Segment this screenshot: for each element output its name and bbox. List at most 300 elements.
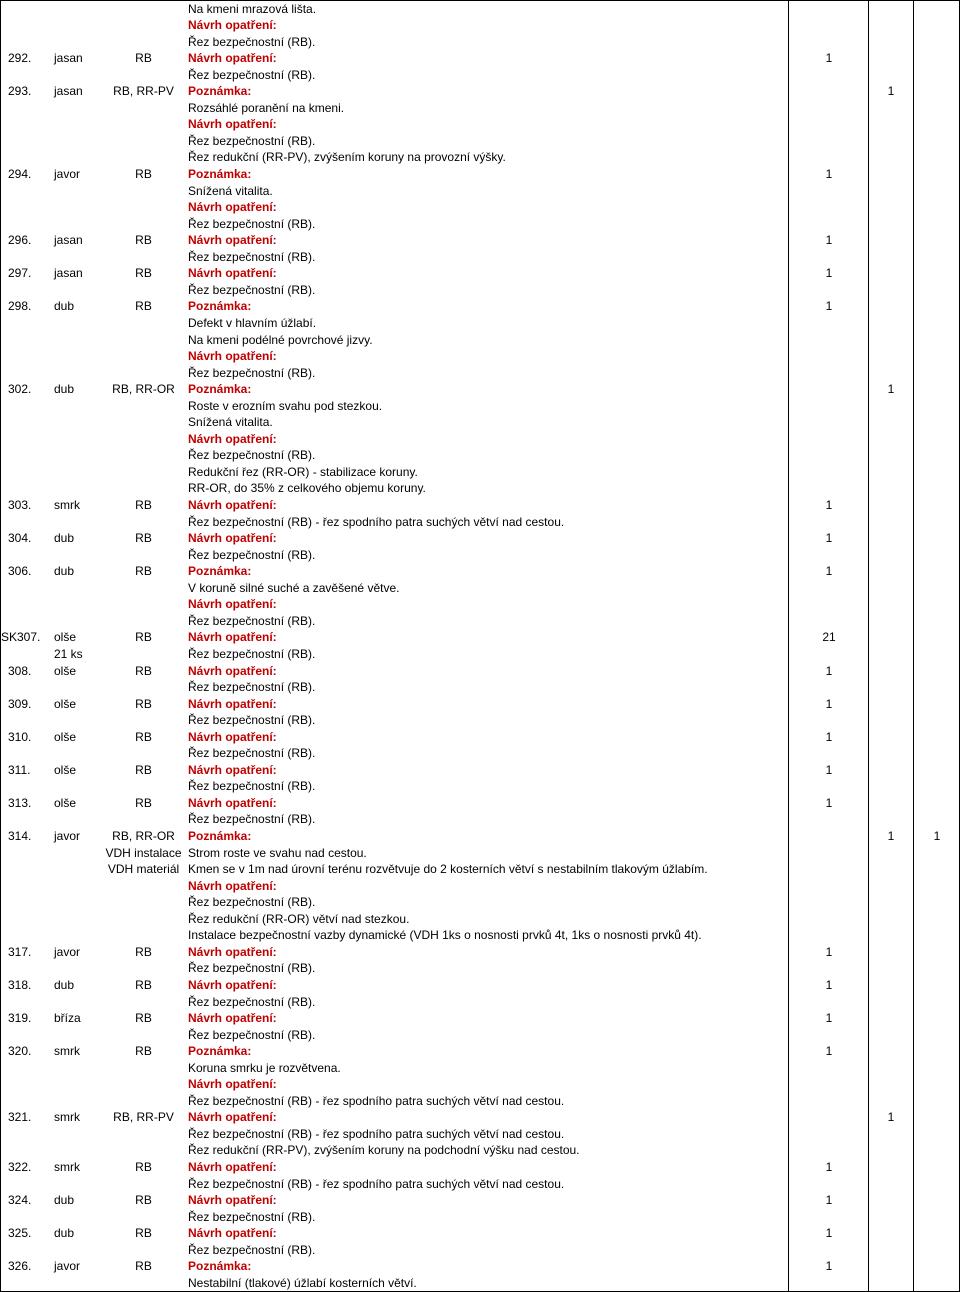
table-row xyxy=(0,960,960,977)
quantity-cell-2 xyxy=(869,778,913,795)
quantity-cell-1 xyxy=(790,348,868,365)
tree-id-cell xyxy=(8,712,44,729)
quantity-cell-1: 1 xyxy=(825,233,833,248)
species-cell xyxy=(54,1093,104,1110)
description-cell: Návrh opatření: xyxy=(188,696,277,711)
table-row xyxy=(0,563,960,580)
quantity-cell-2 xyxy=(869,149,913,166)
table-row xyxy=(0,1076,960,1093)
description-cell: Návrh opatření: xyxy=(188,878,277,893)
quantity-cell-2 xyxy=(869,1,913,18)
species-cell xyxy=(54,613,104,630)
species-cell xyxy=(54,927,104,944)
treatment-type-cell xyxy=(105,414,182,431)
quantity-cell-3 xyxy=(914,1275,960,1292)
species-cell xyxy=(54,861,104,878)
quantity-cell-1 xyxy=(790,199,868,216)
quantity-cell-2 xyxy=(869,348,913,365)
species-cell xyxy=(54,580,104,597)
table-row xyxy=(0,133,960,150)
description-cell: Návrh opatření: xyxy=(188,729,277,744)
tree-id-cell xyxy=(8,348,44,365)
treatment-type-cell xyxy=(105,34,182,51)
quantity-cell-3 xyxy=(914,232,960,249)
description-cell: Řez bezpečnostní (RB). xyxy=(188,994,316,1009)
species-cell: olše xyxy=(54,729,77,744)
quantity-cell-2 xyxy=(869,663,913,680)
table-row xyxy=(0,1109,960,1126)
description-cell: Návrh opatření: xyxy=(188,977,277,992)
description-cell: Řez bezpečnostní (RB) - řez spodního patra suchých větví nad cestou. xyxy=(188,1176,565,1191)
description-cell: Řez bezpečnostní (RB). xyxy=(188,1209,316,1224)
treatment-type-cell xyxy=(105,580,182,597)
tree-id-cell xyxy=(8,17,44,34)
table-row xyxy=(0,1093,960,1110)
table-row xyxy=(0,216,960,233)
quantity-cell-2 xyxy=(869,1060,913,1077)
quantity-cell-1 xyxy=(790,1209,868,1226)
quantity-cell-2 xyxy=(869,133,913,150)
quantity-cell-1 xyxy=(790,811,868,828)
treatment-type-cell xyxy=(105,332,182,349)
species-cell xyxy=(54,116,104,133)
tree-id-cell: 313. xyxy=(8,795,32,810)
species-cell xyxy=(54,596,104,613)
description-cell: Řez bezpečnostní (RB). xyxy=(188,646,316,661)
quantity-cell-2 xyxy=(869,17,913,34)
quantity-cell-3 xyxy=(914,878,960,895)
table-row xyxy=(0,679,960,696)
tree-id-cell: 324. xyxy=(8,1193,32,1208)
description-cell: Poznámka: xyxy=(188,829,252,843)
quantity-cell-2 xyxy=(869,1242,913,1259)
quantity-cell-3 xyxy=(914,696,960,713)
quantity-cell-1 xyxy=(790,133,868,150)
species-cell: dub xyxy=(54,531,75,546)
description-cell: Řez redukční (RR-PV), zvýšením koruny na provozní výšky. xyxy=(188,150,506,165)
species-cell xyxy=(54,365,104,382)
treatment-type-cell xyxy=(105,960,182,977)
species-cell: olše xyxy=(54,663,77,678)
treatment-type-cell xyxy=(105,67,182,84)
quantity-cell-3 xyxy=(914,712,960,729)
quantity-cell-2 xyxy=(869,447,913,464)
quantity-cell-1: 1 xyxy=(825,167,833,181)
quantity-cell-3 xyxy=(914,679,960,696)
species-cell xyxy=(54,183,104,200)
table-row xyxy=(0,514,960,531)
species-cell xyxy=(54,480,104,497)
table-row xyxy=(0,249,960,266)
quantity-cell-3 xyxy=(914,795,960,812)
tree-id-cell: 309. xyxy=(8,696,32,711)
quantity-cell-1: 1 xyxy=(825,696,833,711)
quantity-cell-1 xyxy=(790,514,868,531)
table-row xyxy=(0,365,960,382)
quantity-cell-2 xyxy=(869,712,913,729)
quantity-cell-2 xyxy=(869,596,913,613)
tree-id-cell xyxy=(8,911,44,928)
quantity-cell-1 xyxy=(790,994,868,1011)
table-row xyxy=(0,1043,960,1060)
quantity-cell-2 xyxy=(869,845,913,862)
species-cell xyxy=(54,1126,104,1143)
description-cell: Řez bezpečnostní (RB). xyxy=(188,779,316,794)
quantity-cell-3 xyxy=(914,811,960,828)
treatment-type-cell xyxy=(105,1176,182,1193)
description-cell: Řez bezpečnostní (RB). xyxy=(188,1027,316,1042)
tree-id-cell xyxy=(8,745,44,762)
tree-id-cell xyxy=(8,960,44,977)
quantity-cell-2 xyxy=(869,398,913,415)
quantity-cell-2 xyxy=(869,861,913,878)
table-row xyxy=(0,646,960,663)
table-row xyxy=(0,100,960,117)
quantity-cell-3 xyxy=(914,381,960,398)
description-cell: Řez bezpečnostní (RB). xyxy=(188,680,316,695)
species-cell xyxy=(54,199,104,216)
tree-id-cell xyxy=(8,414,44,431)
quantity-cell-3 xyxy=(914,1209,960,1226)
quantity-cell-2 xyxy=(869,1093,913,1110)
table-row xyxy=(0,1159,960,1176)
treatment-type-cell xyxy=(105,431,182,448)
species-cell xyxy=(54,778,104,795)
tree-id-cell xyxy=(8,1209,44,1226)
table-row xyxy=(0,580,960,597)
tree-id-cell xyxy=(8,133,44,150)
tree-id-cell: 314. xyxy=(8,829,32,843)
treatment-type-cell: RB xyxy=(135,630,152,645)
quantity-cell-2 xyxy=(869,1027,913,1044)
quantity-cell-2 xyxy=(869,183,913,200)
treatment-type-cell xyxy=(105,1209,182,1226)
description-cell: V koruně silné suché a zavěšené větve. xyxy=(188,580,400,595)
table-row xyxy=(0,762,960,779)
treatment-type-cell xyxy=(105,745,182,762)
tree-id-cell xyxy=(8,149,44,166)
quantity-cell-3 xyxy=(914,927,960,944)
treatment-type-cell xyxy=(105,249,182,266)
quantity-cell-2: 1 xyxy=(887,829,895,843)
treatment-type-cell: RB xyxy=(135,795,152,810)
quantity-cell-2: 1 xyxy=(887,1110,895,1125)
tree-id-cell xyxy=(8,679,44,696)
table-row xyxy=(0,944,960,961)
quantity-cell-3 xyxy=(914,116,960,133)
quantity-cell-1 xyxy=(790,183,868,200)
treatment-type-cell xyxy=(105,994,182,1011)
treatment-type-cell xyxy=(105,183,182,200)
tree-id-cell: 319. xyxy=(8,1011,32,1026)
description-cell: Poznámka: xyxy=(188,84,252,99)
quantity-cell-3 xyxy=(914,265,960,282)
quantity-cell-1 xyxy=(790,1109,868,1126)
description-cell: Návrh opatření: xyxy=(188,200,277,215)
quantity-cell-3 xyxy=(914,315,960,332)
tree-id-cell: 294. xyxy=(8,167,32,181)
treatment-type-cell: VDH materiál xyxy=(107,862,180,877)
description-cell: Návrh opatření: xyxy=(188,349,277,364)
treatment-type-cell: RB xyxy=(135,729,152,744)
treatment-type-cell xyxy=(105,133,182,150)
quantity-cell-3 xyxy=(914,249,960,266)
species-cell xyxy=(54,100,104,117)
table-row xyxy=(0,298,960,315)
table-row xyxy=(0,34,960,51)
treatment-type-cell xyxy=(105,447,182,464)
treatment-type-cell xyxy=(105,811,182,828)
tree-id-cell xyxy=(8,1093,44,1110)
treatment-type-cell xyxy=(105,1,182,18)
quantity-cell-2 xyxy=(869,1225,913,1242)
table-row xyxy=(0,613,960,630)
quantity-cell-3 xyxy=(914,1027,960,1044)
tree-id-cell xyxy=(8,580,44,597)
treatment-type-cell xyxy=(105,315,182,332)
treatment-type-cell: RB xyxy=(135,167,152,181)
treatment-type-cell xyxy=(105,116,182,133)
description-cell: Návrh opatření: xyxy=(188,630,277,645)
species-cell: smrk xyxy=(54,1110,80,1125)
description-cell: Řez bezpečnostní (RB). xyxy=(188,713,316,728)
treatment-type-cell xyxy=(105,712,182,729)
quantity-cell-2 xyxy=(869,811,913,828)
species-cell: dub xyxy=(54,1193,75,1208)
tree-id-cell xyxy=(8,447,44,464)
tree-id-cell: 322. xyxy=(8,1160,32,1174)
quantity-cell-1 xyxy=(790,646,868,663)
description-cell: Řez bezpečnostní (RB). xyxy=(188,34,316,49)
species-cell xyxy=(54,1176,104,1193)
quantity-cell-2 xyxy=(869,282,913,299)
tree-id-cell xyxy=(8,34,44,51)
quantity-cell-3 xyxy=(914,1,960,18)
tree-id-cell: 326. xyxy=(8,1259,32,1274)
tree-id-cell: 292. xyxy=(8,51,32,66)
table-row xyxy=(0,50,960,67)
quantity-cell-1 xyxy=(790,149,868,166)
quantity-cell-3 xyxy=(914,1043,960,1060)
tree-id-cell xyxy=(8,894,44,911)
treatment-type-cell xyxy=(105,1027,182,1044)
quantity-cell-3 xyxy=(914,199,960,216)
treatment-type-cell: RB xyxy=(135,531,152,546)
quantity-cell-3 xyxy=(914,1159,960,1176)
quantity-cell-3 xyxy=(914,994,960,1011)
species-cell xyxy=(54,464,104,481)
quantity-cell-3 xyxy=(914,729,960,746)
description-cell: Řez bezpečnostní (RB). xyxy=(188,133,316,148)
description-cell: Nestabilní (tlakové) úžlabí kosterních větví. xyxy=(188,1275,417,1290)
quantity-cell-1: 1 xyxy=(825,729,833,744)
tree-id-cell xyxy=(8,464,44,481)
quantity-cell-1: 1 xyxy=(825,977,833,992)
treatment-type-cell: RB xyxy=(135,564,152,579)
quantity-cell-2 xyxy=(869,480,913,497)
tree-id-cell xyxy=(8,1242,44,1259)
table-row xyxy=(0,1192,960,1209)
treatment-type-cell: RB xyxy=(135,266,152,281)
table-row xyxy=(0,1010,960,1027)
species-cell: dub xyxy=(54,564,75,579)
quantity-cell-1 xyxy=(790,480,868,497)
treatment-type-cell: RB xyxy=(135,498,152,512)
treatment-type-cell xyxy=(105,1242,182,1259)
quantity-cell-2 xyxy=(869,927,913,944)
quantity-cell-3 xyxy=(914,216,960,233)
quantity-cell-2 xyxy=(869,762,913,779)
quantity-cell-3 xyxy=(914,50,960,67)
species-cell xyxy=(54,282,104,299)
tree-id-cell xyxy=(8,1027,44,1044)
quantity-cell-1: 1 xyxy=(825,299,833,314)
quantity-cell-2 xyxy=(869,67,913,84)
tree-id-cell xyxy=(8,646,44,663)
tree-id-cell xyxy=(8,994,44,1011)
quantity-cell-1 xyxy=(790,1142,868,1159)
quantity-cell-2 xyxy=(869,580,913,597)
table-row xyxy=(0,348,960,365)
quantity-cell-1: 1 xyxy=(825,795,833,810)
tree-id-cell xyxy=(8,927,44,944)
quantity-cell-2 xyxy=(869,795,913,812)
quantity-cell-1 xyxy=(790,828,868,845)
quantity-cell-1: 21 xyxy=(822,630,836,645)
tree-id-cell: 302. xyxy=(8,382,32,397)
species-cell xyxy=(54,514,104,531)
quantity-cell-2: 1 xyxy=(887,84,895,99)
table-row xyxy=(0,464,960,481)
quantity-cell-2 xyxy=(869,1209,913,1226)
species-cell: olše xyxy=(54,630,77,645)
species-cell xyxy=(54,679,104,696)
treatment-type-cell xyxy=(105,613,182,630)
quantity-cell-2 xyxy=(869,298,913,315)
quantity-cell-1: 1 xyxy=(825,1011,833,1026)
quantity-cell-1 xyxy=(790,596,868,613)
quantity-cell-2 xyxy=(869,696,913,713)
description-cell: Defekt v hlavním úžlabí. xyxy=(188,315,317,330)
description-cell: Řez bezpečnostní (RB). xyxy=(188,812,316,827)
treatment-type-cell: RB xyxy=(135,1160,152,1174)
tree-id-cell xyxy=(8,216,44,233)
tree-id-cell: SK307. xyxy=(1,630,41,645)
quantity-cell-1 xyxy=(790,613,868,630)
description-cell: Návrh opatření: xyxy=(188,1226,277,1241)
treatment-type-cell xyxy=(105,1076,182,1093)
quantity-cell-3 xyxy=(914,646,960,663)
treatment-type-cell xyxy=(105,894,182,911)
tree-id-cell xyxy=(8,1176,44,1193)
description-cell: Strom roste ve svahu nad cestou. xyxy=(188,845,367,860)
quantity-cell-2 xyxy=(869,977,913,994)
table-row xyxy=(0,315,960,332)
species-cell xyxy=(54,894,104,911)
table-row xyxy=(0,994,960,1011)
table-row xyxy=(0,696,960,713)
treatment-type-cell xyxy=(105,646,182,663)
table-row xyxy=(0,596,960,613)
treatment-type-cell: RB xyxy=(135,51,152,66)
species-cell xyxy=(54,878,104,895)
quantity-cell-2 xyxy=(869,878,913,895)
species-cell: jasan xyxy=(54,51,83,66)
description-cell: Návrh opatření: xyxy=(188,18,277,33)
species-cell xyxy=(54,811,104,828)
tree-id-cell xyxy=(8,249,44,266)
description-cell: Koruna smrku je rozvětvena. xyxy=(188,1060,341,1075)
quantity-cell-2 xyxy=(869,530,913,547)
quantity-cell-1: 1 xyxy=(825,762,833,777)
quantity-cell-1 xyxy=(790,745,868,762)
quantity-cell-2 xyxy=(869,911,913,928)
description-cell: Poznámka: xyxy=(188,1259,252,1274)
table-row xyxy=(0,1275,960,1292)
tree-id-cell xyxy=(8,1060,44,1077)
tree-id-cell: 297. xyxy=(8,266,32,281)
quantity-cell-3 xyxy=(914,613,960,630)
table-row xyxy=(0,1258,960,1275)
quantity-cell-1 xyxy=(790,216,868,233)
species-cell: javor xyxy=(54,944,81,959)
treatment-type-cell xyxy=(105,1142,182,1159)
table-row xyxy=(0,530,960,547)
table-row xyxy=(0,547,960,564)
table-row xyxy=(0,1027,960,1044)
tree-id-cell xyxy=(8,845,44,862)
species-cell xyxy=(54,398,104,415)
quantity-cell-1: 1 xyxy=(825,1044,833,1059)
quantity-cell-2 xyxy=(869,332,913,349)
table-row xyxy=(0,332,960,349)
description-cell: Řez bezpečnostní (RB). xyxy=(188,1242,316,1257)
species-cell xyxy=(54,994,104,1011)
description-cell: Řez redukční (RR-OR) větví nad stezkou. xyxy=(188,911,410,926)
quantity-cell-2 xyxy=(869,563,913,580)
quantity-cell-2 xyxy=(869,894,913,911)
quantity-cell-3 xyxy=(914,1142,960,1159)
quantity-cell-3 xyxy=(914,414,960,431)
quantity-cell-2 xyxy=(869,1010,913,1027)
species-cell: javor xyxy=(54,167,81,181)
description-cell: Návrh opatření: xyxy=(188,531,277,546)
treatment-type-cell: RB xyxy=(135,663,152,678)
species-cell: jasan xyxy=(54,84,83,99)
quantity-cell-3 xyxy=(914,778,960,795)
quantity-cell-1 xyxy=(790,911,868,928)
description-cell: Poznámka: xyxy=(188,382,252,397)
treatment-type-cell: RB xyxy=(135,1011,152,1026)
quantity-cell-3 xyxy=(914,894,960,911)
table-row xyxy=(0,828,960,845)
tree-id-cell xyxy=(8,116,44,133)
description-cell: Návrh opatření: xyxy=(188,944,277,959)
treatment-type-cell: RB xyxy=(135,1044,152,1059)
quantity-cell-3 xyxy=(914,166,960,183)
quantity-cell-2 xyxy=(869,514,913,531)
species-cell: dub xyxy=(54,299,75,314)
tree-id-cell: 308. xyxy=(8,663,32,678)
quantity-cell-3 xyxy=(914,861,960,878)
tree-id-cell: 304. xyxy=(8,531,32,546)
quantity-cell-1: 1 xyxy=(825,1193,833,1208)
quantity-cell-1 xyxy=(790,960,868,977)
treatment-type-cell: RB xyxy=(135,1193,152,1208)
quantity-cell-3 xyxy=(914,34,960,51)
description-cell: Řez bezpečnostní (RB). xyxy=(188,282,316,297)
tree-id-cell xyxy=(8,1142,44,1159)
